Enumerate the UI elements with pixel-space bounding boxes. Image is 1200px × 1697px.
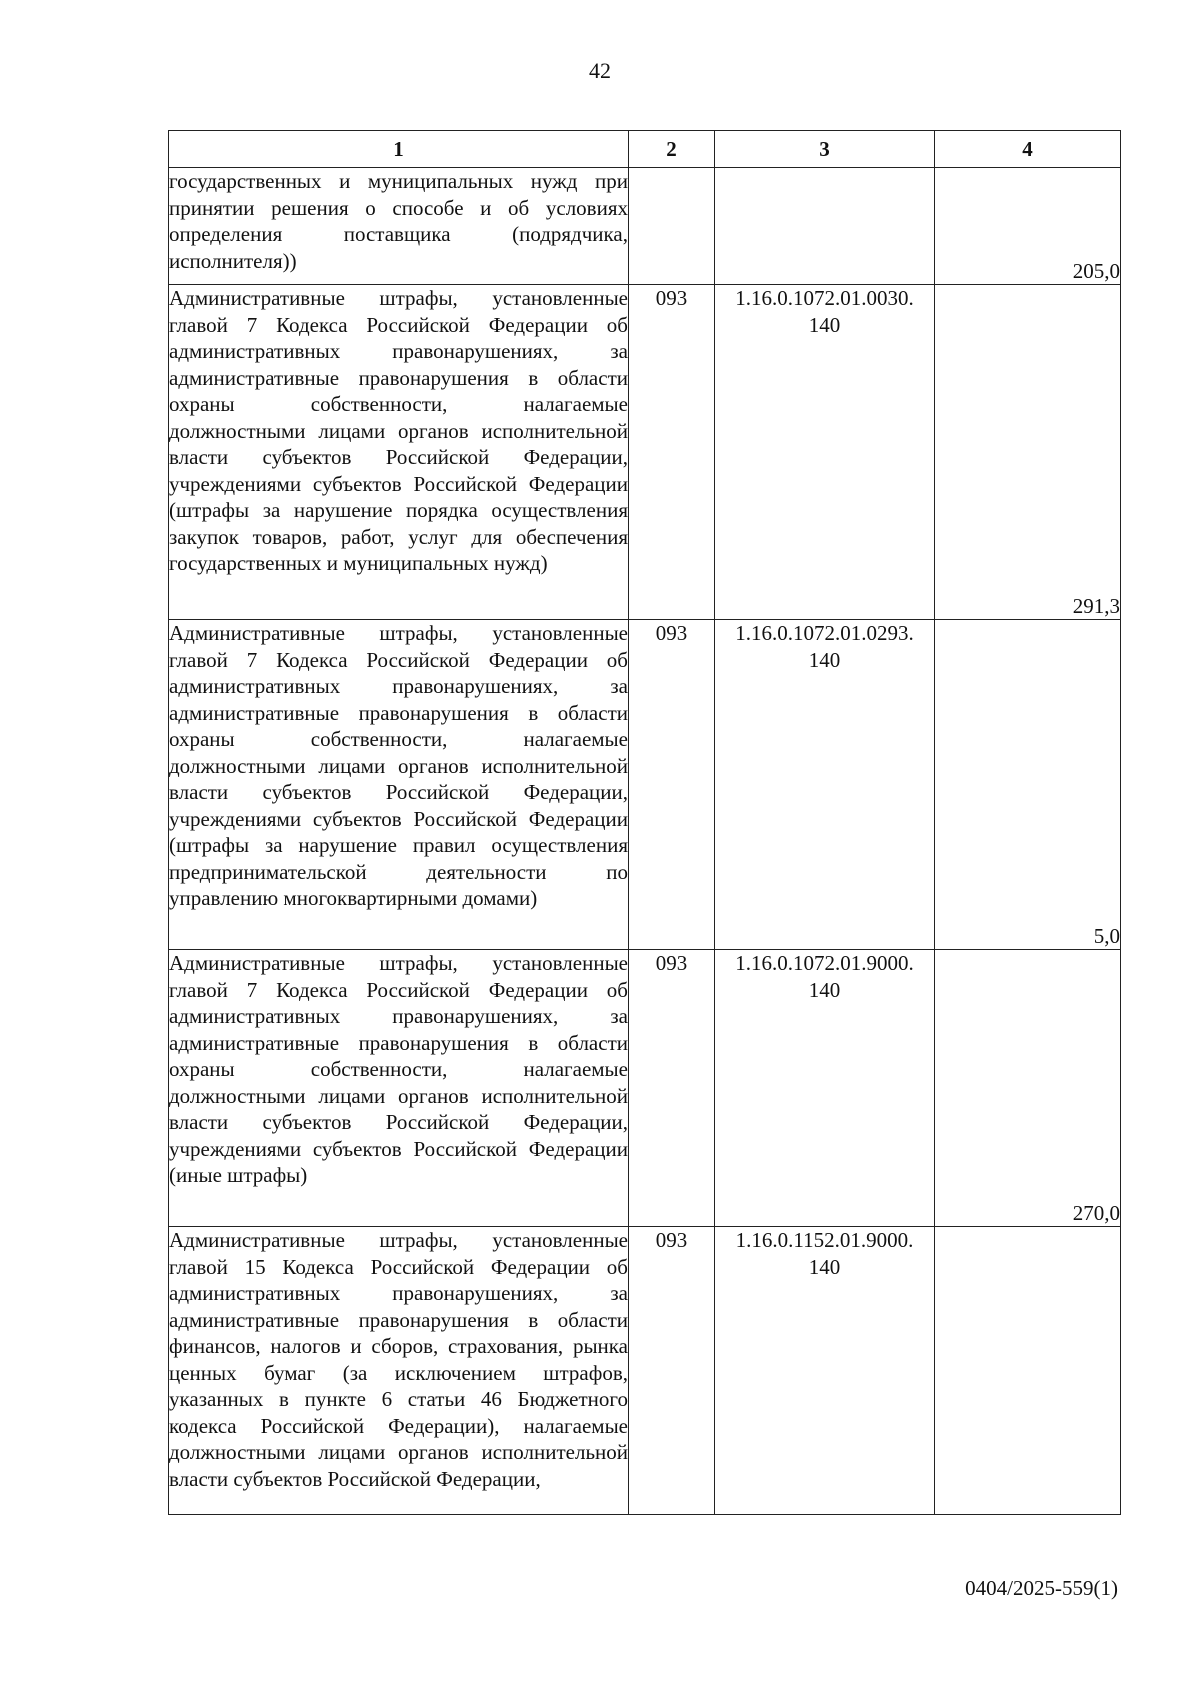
budget-code-line-2: 140 bbox=[808, 312, 841, 337]
table-row bbox=[169, 950, 1121, 1227]
budget-code-line-1: 1.16.0.1072.01.0293. bbox=[735, 621, 914, 645]
table-row bbox=[169, 285, 1121, 620]
table-header-row bbox=[169, 131, 1121, 168]
row-amount: 5,0 bbox=[935, 620, 1121, 950]
table-row bbox=[169, 1227, 1121, 1515]
row-description: государственных и муниципальных нужд при принятии решения о способе и об условиях определения поставщика (подрядчика, исполнителя)) bbox=[169, 168, 629, 285]
row-description: Административные штрафы, установленные главой 7 Кодекса Российской Федерации об административных правонарушениях, за административные правонарушения в области охраны собственности, налагаемые должностными лицами органов исполнительной власти субъектов Российской Федерации, учреждениями субъектов Российской Федерации (иные штрафы) bbox=[169, 950, 629, 1227]
row-description: Административные штрафы, установленные главой 15 Кодекса Российской Федерации об административных правонарушениях, за административные правонарушения в области финансов, налогов и сборов, страхования, рынка ценных бумаг (за исключением штрафов, указанных в пункте 6 статьи 46 Бюджетного кодекса Российской Федерации), налагаемые должностными лицами органов исполнительной власти субъектов Российской Федерации, bbox=[169, 1227, 629, 1515]
row-admin-code: 093 bbox=[629, 620, 715, 950]
table-row bbox=[169, 620, 1121, 950]
row-admin-code bbox=[629, 168, 715, 285]
row-amount: 270,0 bbox=[935, 950, 1121, 1227]
header-col-2: 2 bbox=[629, 131, 715, 168]
budget-code-line-2: 140 bbox=[808, 647, 841, 672]
row-amount bbox=[935, 1227, 1121, 1515]
row-budget-code bbox=[715, 285, 935, 620]
header-col-3: 3 bbox=[715, 131, 935, 168]
budget-code-line-1: 1.16.0.1072.01.9000. bbox=[735, 951, 914, 975]
row-admin-code: 093 bbox=[629, 1227, 715, 1515]
table-row bbox=[169, 168, 1121, 285]
row-description: Административные штрафы, установленные главой 7 Кодекса Российской Федерации об административных правонарушениях, за административные правонарушения в области охраны собственности, налагаемые должностными лицами органов исполнительной власти субъектов Российской Федерации, учреждениями субъектов Российской Федерации (штрафы за нарушение правил осуществления предпринимательской деятельности по управлению многоквартирными домами) bbox=[169, 620, 629, 950]
header-col-4: 4 bbox=[935, 131, 1121, 168]
row-description: Административные штрафы, установленные главой 7 Кодекса Российской Федерации об административных правонарушениях, за административные правонарушения в области охраны собственности, налагаемые должностными лицами органов исполнительной власти субъектов Российской Федерации, учреждениями субъектов Российской Федерации (штрафы за нарушение порядка осуществления закупок товаров, работ, услуг для обеспечения государственных и муниципальных нужд) bbox=[169, 285, 629, 620]
row-budget-code bbox=[715, 168, 935, 285]
header-col-1: 1 bbox=[169, 131, 629, 168]
budget-code-line-2: 140 bbox=[808, 977, 841, 1002]
row-budget-code bbox=[715, 620, 935, 950]
budget-code-line-1: 1.16.0.1152.01.9000. bbox=[735, 1228, 914, 1252]
page-number: 42 bbox=[589, 58, 611, 83]
row-admin-code: 093 bbox=[629, 950, 715, 1227]
budget-revenue-table bbox=[168, 130, 1121, 1515]
row-budget-code bbox=[715, 1227, 935, 1515]
budget-code-line-1: 1.16.0.1072.01.0030. bbox=[735, 286, 914, 310]
row-budget-code bbox=[715, 950, 935, 1227]
document-registration-code: 0404/2025-559(1) bbox=[965, 1576, 1118, 1600]
row-amount: 291,3 bbox=[935, 285, 1121, 620]
budget-code-line-2: 140 bbox=[808, 1254, 841, 1279]
row-admin-code: 093 bbox=[629, 285, 715, 620]
row-amount: 205,0 bbox=[935, 168, 1121, 285]
